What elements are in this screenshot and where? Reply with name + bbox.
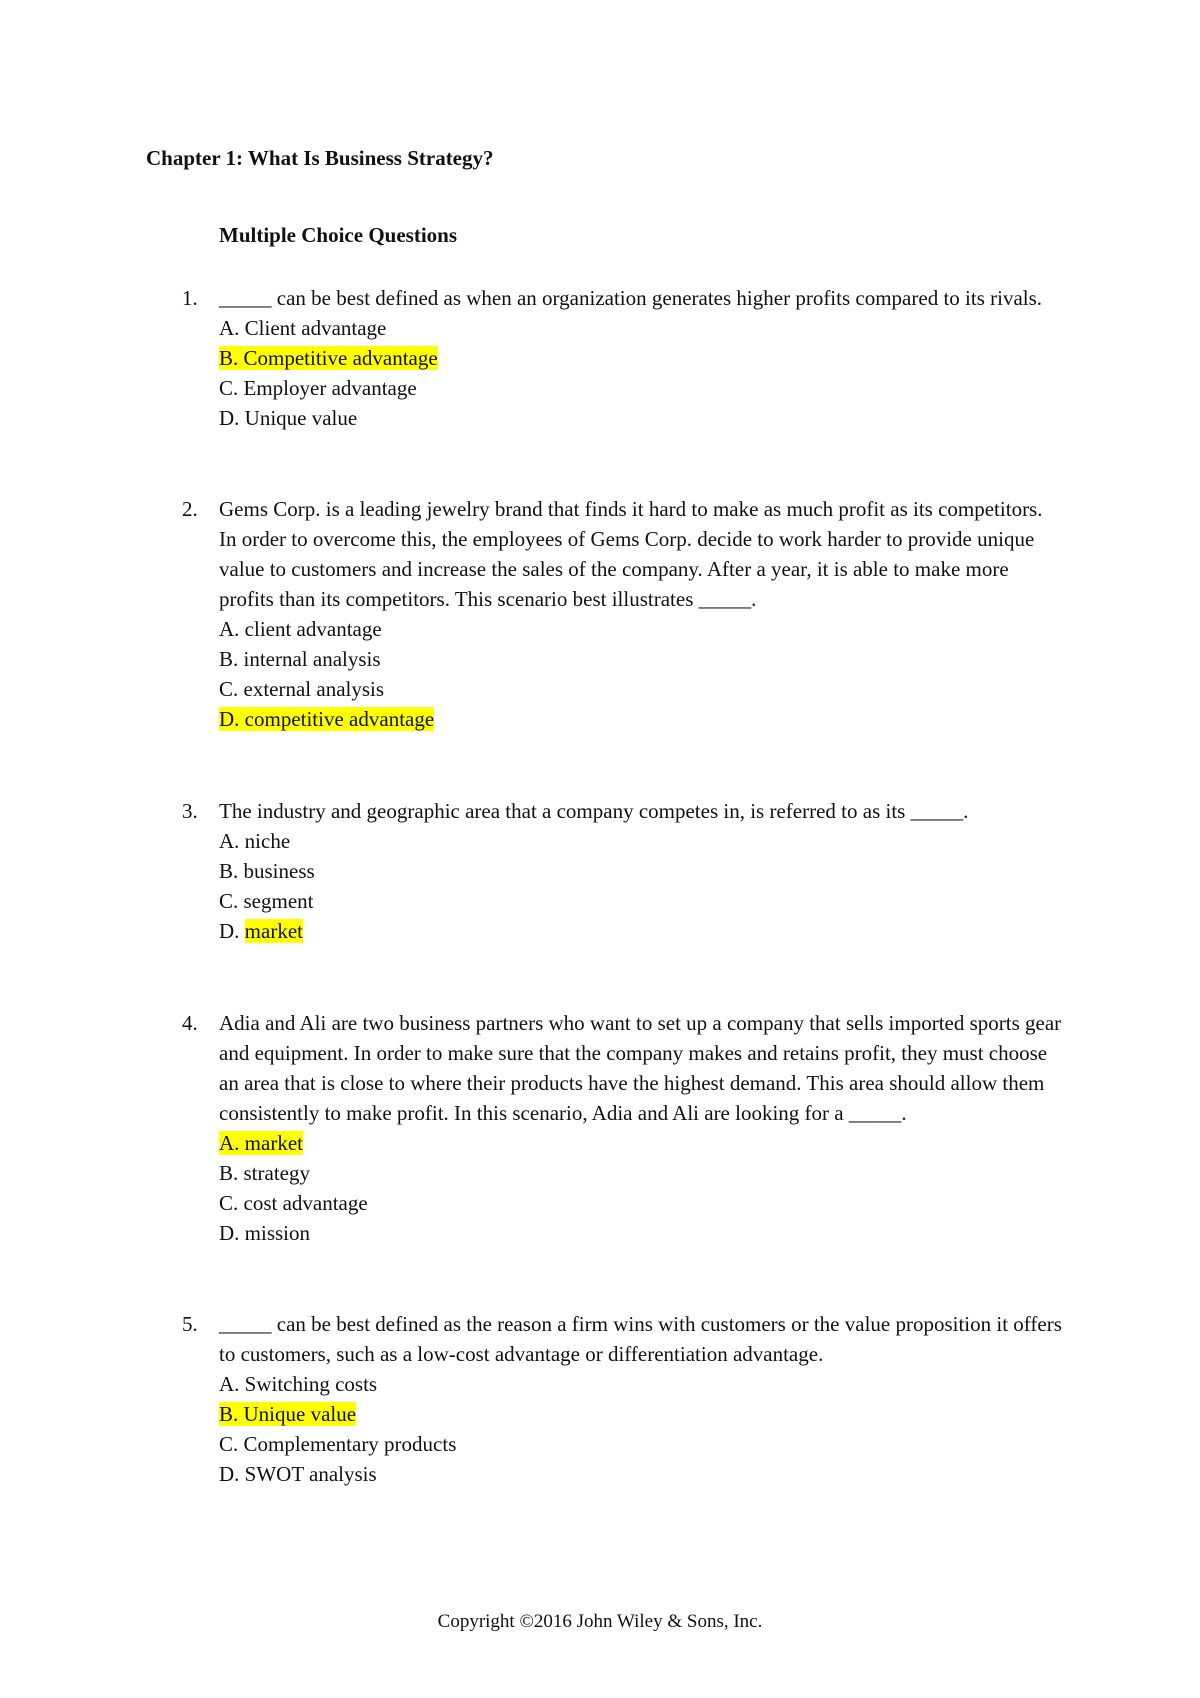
option-b: B. internal analysis [219, 647, 381, 671]
option-c: C. cost advantage [219, 1191, 368, 1215]
correct-answer-highlight: A. market [219, 1131, 303, 1155]
option-d: D. Unique value [219, 406, 358, 430]
question-body [219, 1309, 1062, 1489]
correct-answer-highlight: market [244, 919, 303, 943]
option-d: D. SWOT analysis [219, 1462, 377, 1486]
question-number: 4. [182, 1011, 198, 1035]
question-text: _____ can be best defined as when an organization generates higher profits compared to its rivals. [219, 286, 1043, 310]
question-number: 2. [182, 497, 198, 521]
option-d: D. mission [219, 1221, 311, 1245]
question-5 [182, 1309, 1062, 1489]
correct-answer-highlight: B. Unique value [219, 1402, 357, 1426]
question-text: Adia and Ali are two business partners who want to set up a company that sells imported sports gear and equipment. In order to make sure that the company makes and retains profit, they must choose an area that is close to where their products have the highest demand. This area should allow them consistently to make profit. In this scenario, Adia and Ali are looking for a _____. [219, 1011, 1062, 1125]
question-number: 5. [182, 1312, 198, 1336]
option-list [219, 313, 1062, 433]
option-b [219, 343, 1062, 373]
question-text: Gems Corp. is a leading jewelry brand that finds it hard to make as much profit as its competitors. In order to overcome this, the employees of Gems Corp. decide to work harder to provide unique value to customers and increase the sales of the company. After a year, it is able to make more profits than its competitors. This scenario best illustrates _____. [219, 497, 1043, 611]
question-1 [182, 283, 1062, 433]
question-4 [182, 1008, 1062, 1248]
option-list [219, 1369, 1062, 1489]
option-list [219, 1128, 1062, 1248]
question-body [219, 796, 1062, 946]
option-c: C. segment [219, 889, 314, 913]
option-c: C. Employer advantage [219, 376, 417, 400]
option-a: A. client advantage [219, 617, 382, 641]
question-text: _____ can be best defined as the reason a firm wins with customers or the value proposition it offers to customers, such as a low-cost advantage or differentiation advantage. [219, 1312, 1062, 1366]
option-a: A. Client advantage [219, 316, 387, 340]
option-c: C. external analysis [219, 677, 385, 701]
option-a: A. Switching costs [219, 1372, 378, 1396]
question-2 [182, 494, 1062, 734]
question-body [219, 1008, 1062, 1248]
question-body [219, 494, 1062, 734]
option-d: D. market [219, 919, 303, 943]
option-list [219, 614, 1062, 734]
option-c: C. Complementary products [219, 1432, 457, 1456]
correct-answer-highlight: D. competitive advantage [219, 707, 435, 731]
option-a: A. niche [219, 829, 291, 853]
question-text: The industry and geographic area that a company competes in, is referred to as its _____. [219, 799, 969, 823]
chapter-title: Chapter 1: What Is Business Strategy? [146, 146, 494, 170]
copyright-footer: Copyright ©2016 John Wiley & Sons, Inc. [437, 1611, 763, 1632]
question-3 [182, 796, 1062, 946]
option-b: B. strategy [219, 1161, 310, 1185]
question-body [219, 283, 1062, 433]
option-b: B. business [219, 859, 315, 883]
option-b [219, 1399, 1062, 1429]
question-number: 3. [182, 799, 198, 823]
question-number: 1. [182, 286, 198, 310]
option-a [219, 1128, 1062, 1158]
correct-answer-highlight: B. Competitive advantage [219, 346, 438, 370]
option-d [219, 704, 1062, 734]
section-title: Multiple Choice Questions [219, 223, 458, 247]
option-list [219, 826, 1062, 946]
